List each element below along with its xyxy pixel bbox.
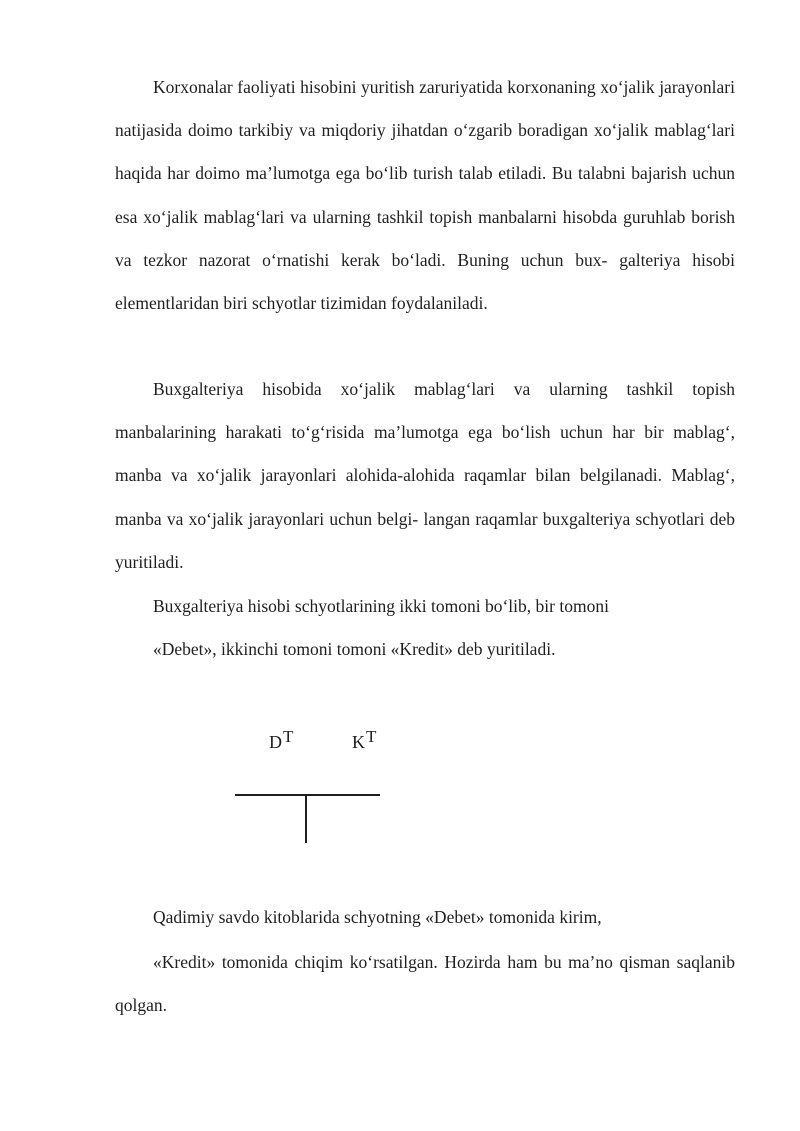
paragraph-two-sides-line1: Buxgalteriya hisobi schyotlarining ikki tomoni bo‘lib, bir tomoni	[153, 596, 609, 616]
paragraph-intro: Korxonalar faoliyati hisobini yuritish zaruriyatida korxonaning xo‘jalik jarayonlari natijasida doimo tarkibiy va miqdoriy jihatdan o‘zgarib boradigan xo‘jalik mablag‘lari haqida har doimo ma’lumotga ega bo‘lib turish talab etiladi. Bu talabni bajarish uchun esa xo‘jalik mablag‘lari va ularning tashkil topish manbalarni hisobda guruhlab borish va tezkor nazorat o‘rnatishi kerak bo‘ladi. Buning uchun bux- galteriya hisobi elementlaridan biri schyotlar tizimidan foydalaniladi.	[115, 77, 735, 314]
paragraph-two-sides-line2: «Debet», ikkinchi tomoni tomoni «Kredit» deb yuritiladi.	[153, 639, 556, 659]
debit-label: $D^T$	[269, 727, 294, 752]
credit-label: $K^T$	[352, 727, 377, 752]
t-account-diagram	[235, 727, 380, 847]
paragraph-history-rest: «Kredit» tomonida chiqim ko‘rsatilgan. Hozirda ham bu ma’no qisman saqlanib qolgan.	[115, 952, 735, 1016]
paragraph-accounts-definition: Buxgalteriya hisobida xo‘jalik mablag‘lari va ularning tashkil topish manbalarining harakati to‘g‘risida ma’lumotga ega bo‘lish uchun har bir mablag‘, manba va xo‘jalik jarayonlari alohida-alohida raqamlar bilan belgilanadi. Mablag‘, manba va xo‘jalik jarayonlari uchun belgi- langan raqamlar buxgalteriya schyotlari deb yuritiladi.	[115, 379, 735, 572]
t-account-vertical-line	[305, 794, 307, 843]
t-account-horizontal-line	[235, 794, 380, 796]
paragraph-history-line1: Qadimiy savdo kitoblarida schyotning «Debet» tomonida kirim,	[153, 907, 602, 927]
